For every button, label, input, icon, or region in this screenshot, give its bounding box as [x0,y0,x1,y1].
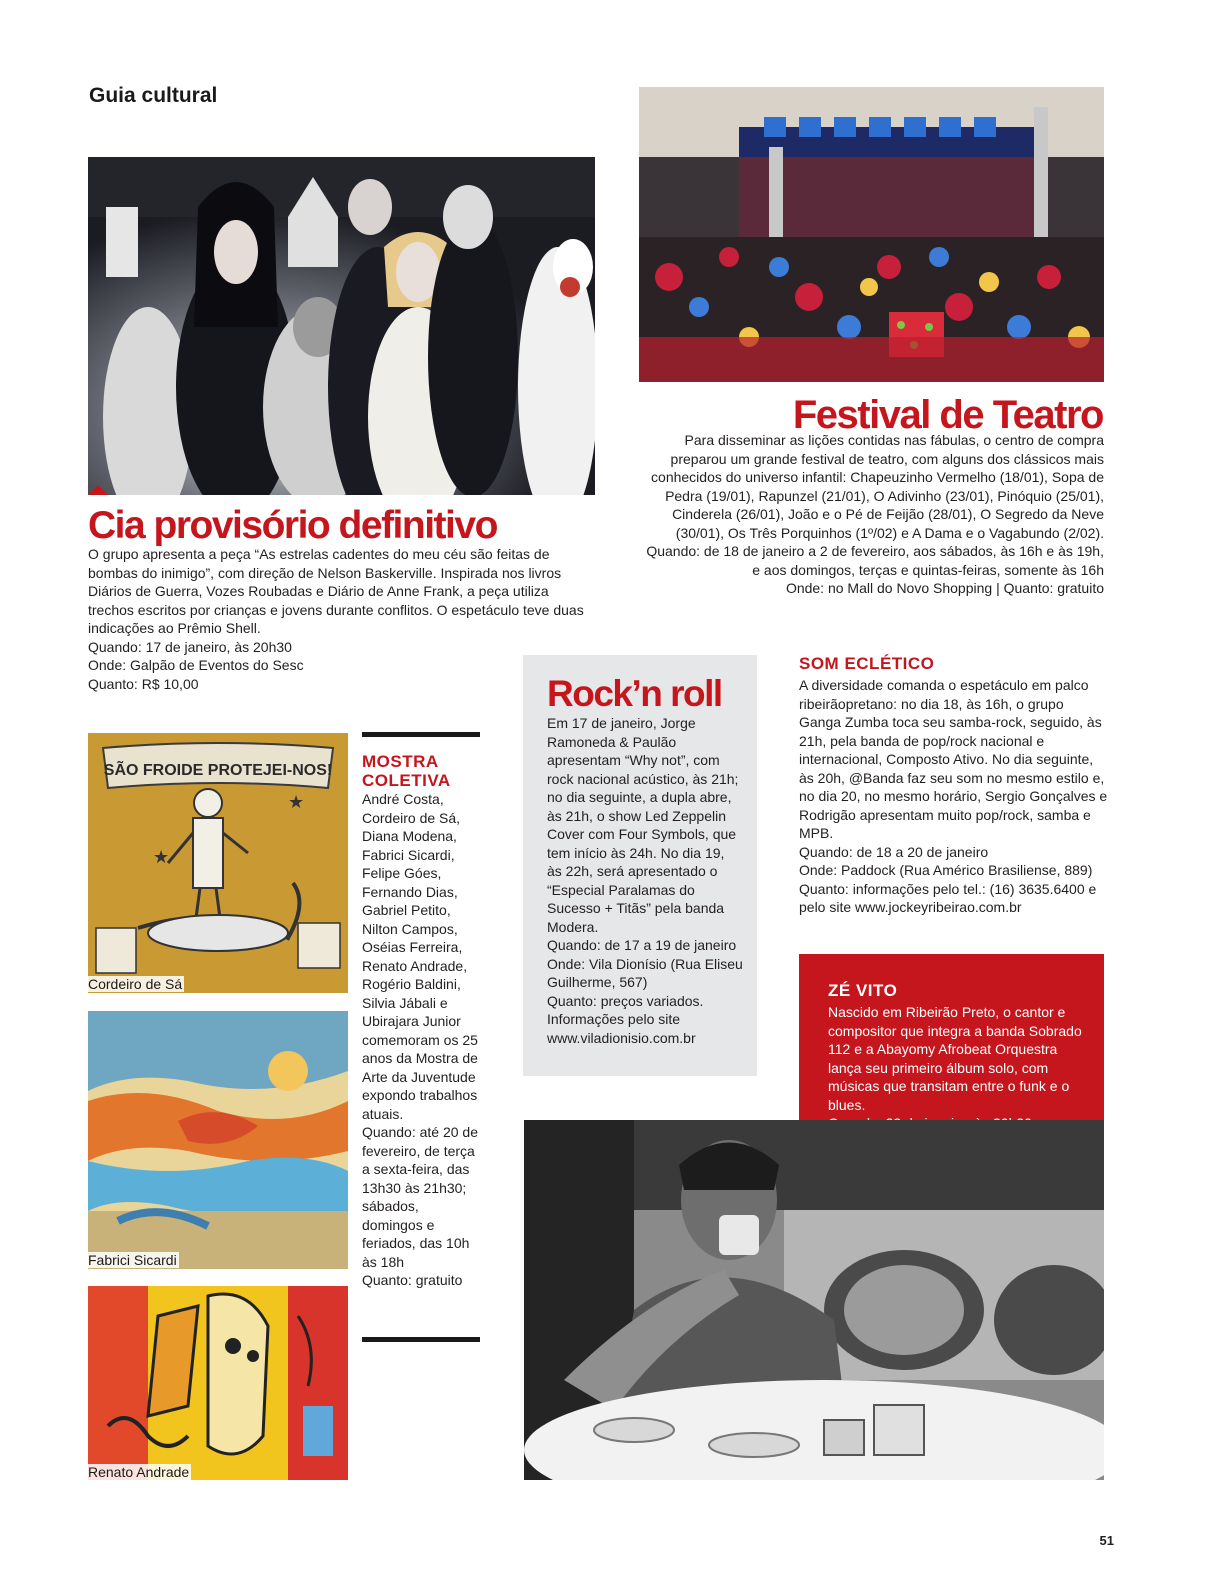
caption-renato: Renato Andrade [88,1464,190,1480]
ze-body: Nascido em Ribeirão Preto, o cantor e compositor que integra a banda Sobrado 112 e a Abayomy Afrobeat Orquestra lança seu primeiro álbum solo, com músicas que transitam entre o funk e o blues. [828,1004,1082,1113]
cia-price: Quanto: R$ 10,00 [88,675,199,692]
festival-article [640,431,1104,598]
mostra-when: Quando: até 20 de fevereiro, de terça a sexta-feira, das 13h30 às 21h30; sábados, domingos e feriados, das 10h às 18h [362,1124,478,1270]
mostra-title [362,752,451,790]
cia-article [88,545,588,693]
som-where: Onde: Paddock (Rua Américo Brasiliense, 889) [799,862,1093,878]
cia-body: O grupo apresenta a peça “As estrelas cadentes do meu céu são feitas de bombas do inimigo”, com direção de Nelson Baskerville. Inspirada nos livros Diários de Guerra, Vozes Roubadas e Diário de Anne Frank, a peça utiliza trechos escritos por crianças e jovens durante conflitos. O espetáculo teve duas indicações ao Prêmio Shell. [88,546,584,636]
som-price: Quanto: informações pelo tel.: (16) 3635.6400 e pelo site www.jockeyribeirao.com.br [799,880,1097,915]
cia-when: Quando: 17 de janeiro, às 20h30 [88,638,292,655]
pointer-marker [88,485,108,495]
ze-title: ZÉ VITO [828,981,898,1000]
rock-where: Onde: Vila Dionísio (Rua Eliseu Guilherme, 567) [547,955,743,990]
som-title: SOM ECLÉTICO [799,654,935,673]
page-number: 51 [1099,1533,1114,1548]
festival-body: Para disseminar as lições contidas nas fábulas, o centro de compra preparou um grande festival de teatro, com alguns dos clássicos mais conhecidos do universo infantil: Chapeuzinho Vermelho (18/01), Sopa de Pedra (19/01), Rapunzel (21/01), O Adivinho (23/01), Pinóquio (25/01), Cinderela (26/01), João e o Pé de Feijão (28/01), O Segredo da Neve (30/01), Os Três Porquinhos (1º/02) e A Dama e o Vagabundo (2/02). [651,432,1104,541]
festival-when: Quando: de 18 de janeiro a 2 de fevereiro, aos sábados, às 16h e às 19h, e aos domingos, terças e quintas-feiras, somente às 16h [646,543,1104,578]
painting-cordeiro [88,733,348,993]
festival-photo [639,87,1104,382]
rock-body: Em 17 de janeiro, Jorge Ramoneda & Paulão apresentam “Why not”, com rock nacional acústico, às 21h; no dia seguinte, a dupla abre, às 21h, o show Led Zeppelin Cover com Four Symbols, que tem início às 24h. No dia 19, às 22h, será apresentado o “Especial Paralamas do Sucesso + Titãs” pela banda Modera. [547,715,739,935]
svg-text:★: ★ [153,847,170,867]
rock-article [547,714,743,1047]
section-tag: Guia cultural [89,84,218,107]
mostra-price: Quanto: gratuito [362,1272,463,1288]
mostra-top-rule [362,732,480,737]
cia-title: Cia provisório definitivo [88,504,497,547]
rock-title: Rock’n roll [547,673,722,714]
mostra-bottom-rule [362,1337,480,1342]
painting-text: SÃO FROIDE PROTEJEI-NOS! [103,762,333,779]
som-body: A diversidade comanda o espetáculo em palco ribeirãopretano: no dia 18, às 16h, o grupo Ganga Zumba toca seu samba-rock, seguido, às 21h, pela banda de pop/rock nacional e internacional, Composto Ativo. No dia seguinte, às 20h, @Banda faz seu som no mesmo estilo e, no dia 20, no mesmo horário, Sergio Gonçalves e Rodrigão apresentam muito pop/rock, samba e MPB. [799,677,1108,841]
painting-fabrici [88,1011,348,1269]
rock-when: Quando: de 17 a 19 de janeiro [547,937,737,953]
mostra-body: André Costa, Cordeiro de Sá, Diana Modena, Fabrici Sicardi, Felipe Góes, Fernando Dias, Gabriel Petito, Nilton Campos, Oséias Ferreira, Renato Andrade, Rogério Baldini, Silvia Jábali e Ubirajara Junior comemoram os 25 anos da Mostra de Arte da Juventude expondo trabalhos atuais. [362,791,478,1122]
ze-photo [524,1120,1104,1480]
caption-fabrici: Fabrici Sicardi [88,1252,177,1268]
svg-text:★: ★ [288,792,305,812]
caption-cordeiro: Cordeiro de Sá [88,976,183,992]
mostra-title-line2: COLETIVA [362,771,451,790]
festival-where-price: Onde: no Mall do Novo Shopping | Quanto: gratuito [785,580,1104,596]
cia-where: Onde: Galpão de Eventos do Sesc [88,657,304,673]
cia-photo [88,157,595,495]
som-article [799,676,1109,917]
som-when: Quando: de 18 a 20 de janeiro [799,843,989,860]
rock-price: Quanto: preços variados. Informações pelo site www.viladionisio.com.br [547,992,704,1046]
painting-renato [88,1286,348,1480]
festival-title: Festival de Teatro [792,393,1103,437]
mostra-article [362,790,478,1290]
mostra-title-line1: MOSTRA [362,752,439,771]
